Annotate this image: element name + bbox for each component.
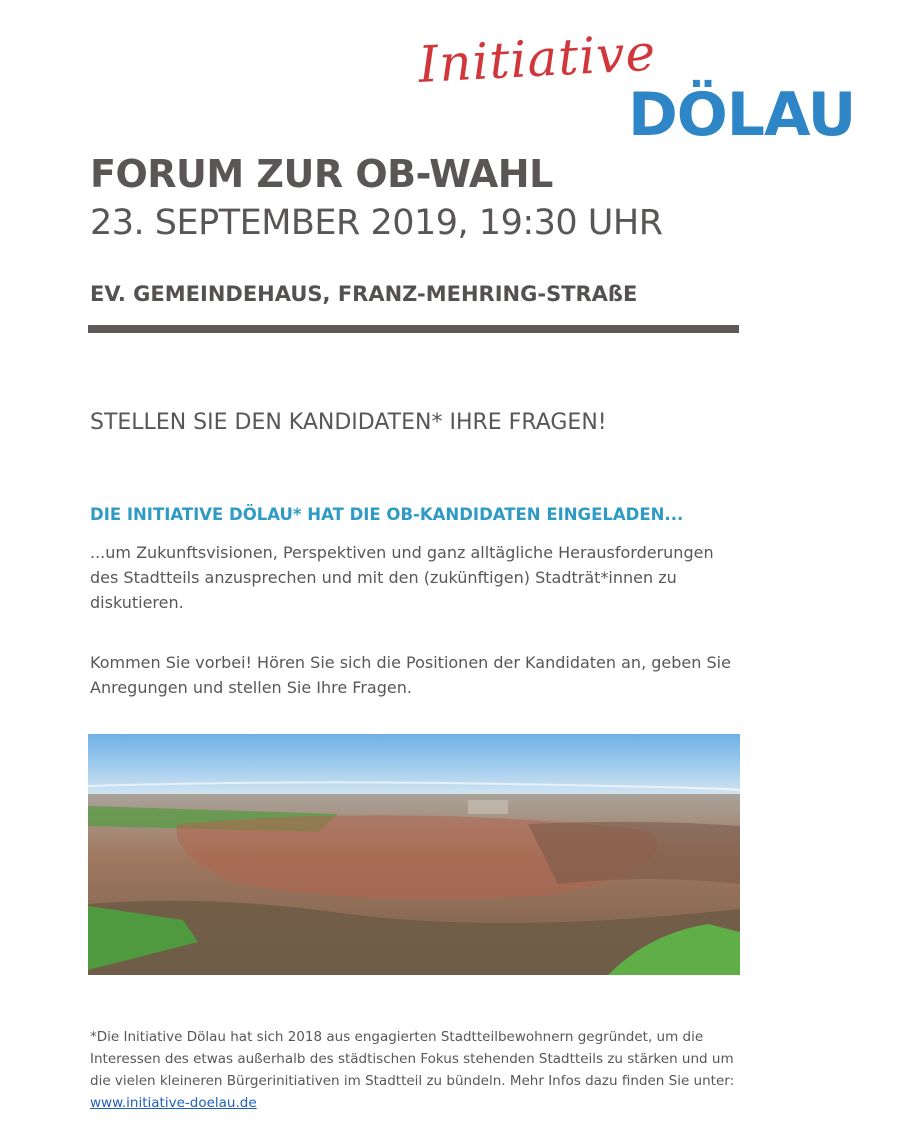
footnote <box>90 1026 740 1114</box>
logo-doelau-text: DÖLAU <box>628 80 856 150</box>
invitation-paragraph-1: ...um Zukunftsvisionen, Perspektiven und ganz alltägliche Herausforderungen des Stadtteils anzusprechen und mit den (zukünftigen) Stadträt*innen zu diskutieren. <box>90 543 714 612</box>
event-venue: EV. GEMEINDEHAUS, FRANZ-MEHRING-STRAßE <box>90 282 638 306</box>
invitation-heading: DIE INITIATIVE DÖLAU* HAT DIE OB-KANDIDATEN EINGELADEN... <box>90 505 684 524</box>
page-title: FORUM ZUR OB-WAHL <box>90 152 553 196</box>
invitation-paragraph-2: Kommen Sie vorbei! Hören Sie sich die Positionen der Kandidaten an, geben Sie Anregungen und stellen Sie Ihre Fragen. <box>90 653 731 697</box>
logo-initiative-text: Initiative <box>416 23 658 94</box>
footnote-text: *Die Initiative Dölau hat sich 2018 aus engagierten Stadtteilbewohnern gegründet, um die Interessen des etwas außerhalb des städtischen Fokus stehenden Stadtteils zu stärken und um die vielen kleineren Bürgerinitiativen im Stadtteil zu bündeln. Mehr Infos dazu finden Sie unter: <box>90 1029 735 1089</box>
aerial-landscape-photo <box>88 734 740 975</box>
tagline: STELLEN SIE DEN KANDIDATEN* IHRE FRAGEN! <box>90 410 607 435</box>
divider-rule <box>88 325 739 333</box>
website-link[interactable]: www.initiative-doelau.de <box>90 1095 257 1111</box>
event-date: 23. SEPTEMBER 2019, 19:30 UHR <box>90 203 663 243</box>
